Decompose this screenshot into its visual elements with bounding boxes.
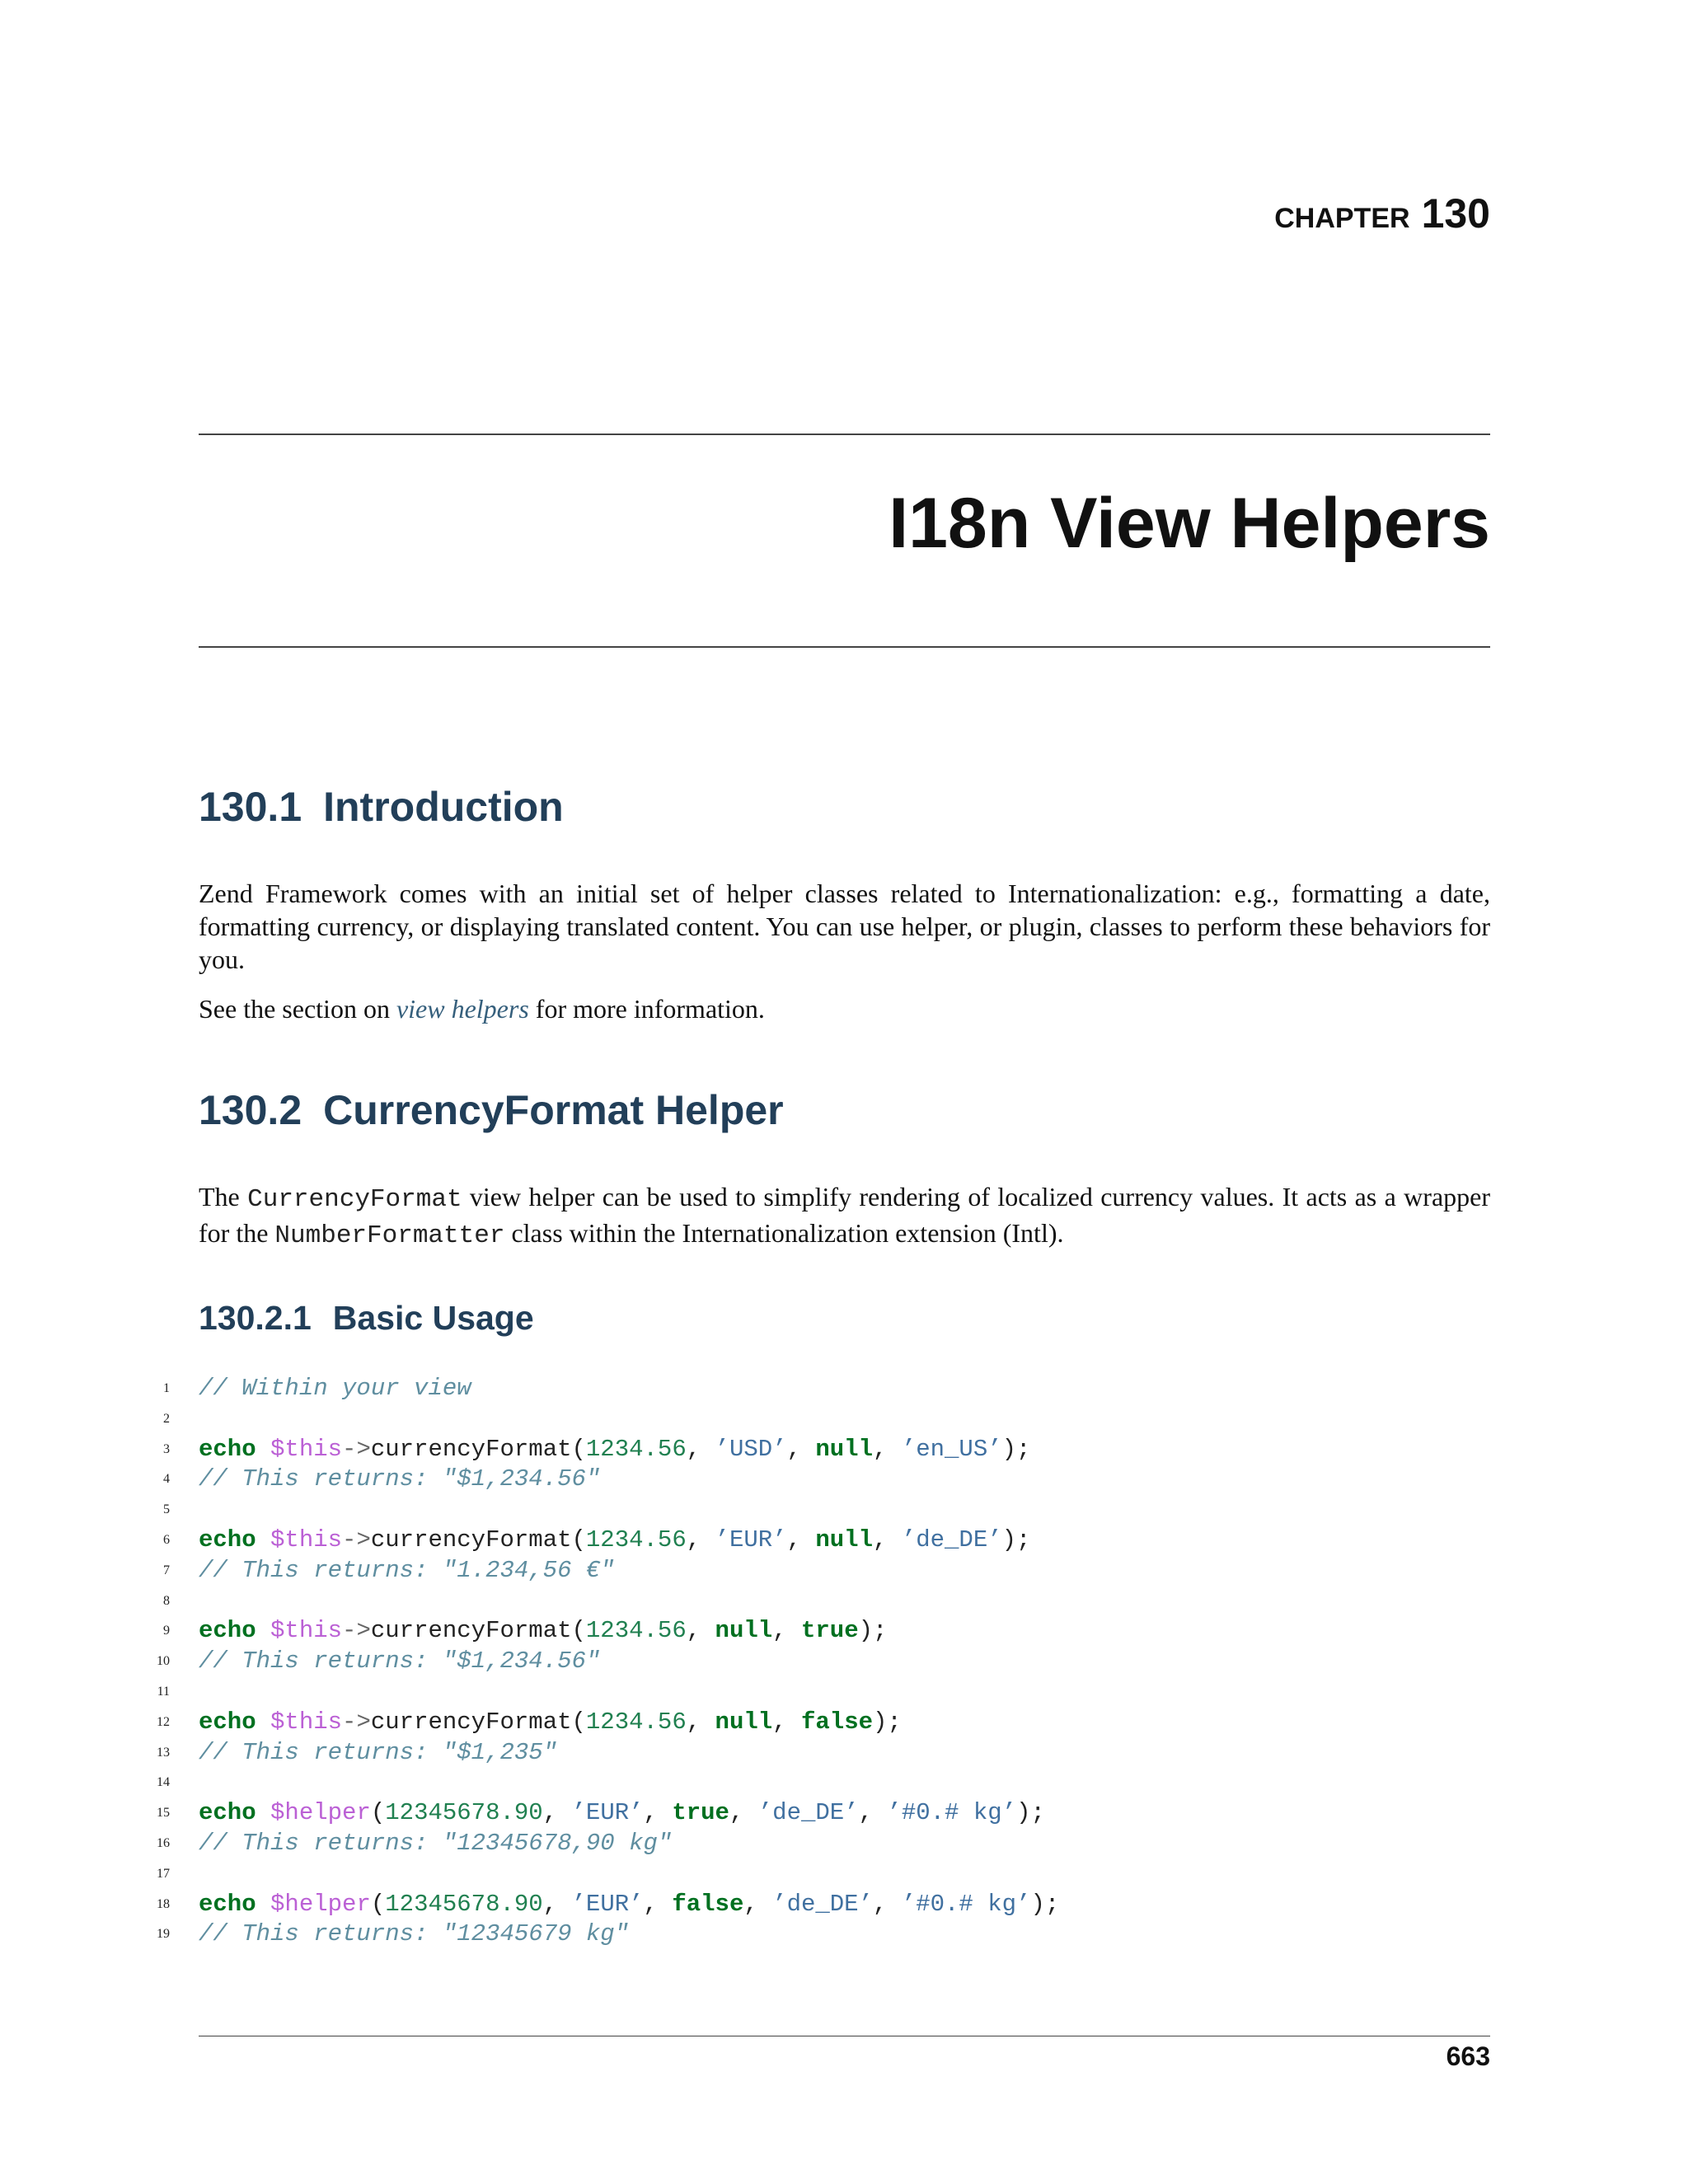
- code-line: [148, 1374, 1490, 1404]
- code-line: [148, 1435, 1490, 1465]
- code-text: // This returns: "$1,234.56": [199, 1465, 601, 1493]
- inline-code-currencyformat: CurrencyFormat: [247, 1185, 462, 1214]
- see-text-before: See the section on: [199, 994, 396, 1024]
- section-heading-currencyformat: [199, 1086, 784, 1134]
- section-title: Introduction: [323, 784, 564, 830]
- code-text: echo $helper(12345678.90, ’EUR’, true, ’de_DE’, ’#0.# kg’);: [199, 1799, 1045, 1827]
- code-block: [148, 1374, 1490, 1950]
- subsection-heading-basic-usage: [199, 1299, 534, 1338]
- line-number: 6: [163, 1532, 170, 1547]
- line-number: 18: [157, 1896, 170, 1911]
- title-rule: [199, 646, 1490, 648]
- line-number: 3: [163, 1441, 170, 1456]
- code-line: [148, 1768, 1490, 1798]
- code-text: echo $this->currencyFormat(1234.56, null, false);: [199, 1708, 902, 1736]
- line-number: 15: [157, 1806, 170, 1821]
- section-heading-introduction: [199, 783, 564, 831]
- line-number: 10: [157, 1654, 170, 1669]
- line-number: 14: [157, 1775, 170, 1790]
- page-number: 663: [1446, 2041, 1490, 2071]
- line-number: 17: [157, 1866, 170, 1881]
- code-line: [148, 1919, 1490, 1950]
- code-text: // This returns: "12345679 kg": [199, 1920, 630, 1948]
- subsection-title: Basic Usage: [332, 1299, 534, 1337]
- line-number: 16: [157, 1835, 170, 1850]
- currencyformat-paragraph: [199, 1180, 1490, 1253]
- line-number: 13: [157, 1745, 170, 1760]
- code-text: echo $helper(12345678.90, ’EUR’, false, ’de_DE’, ’#0.# kg’);: [199, 1890, 1060, 1918]
- para-text: view helper can be used to simplify rendering of localized currency values. It acts as a wrapper for the: [199, 1182, 1491, 1248]
- view-helpers-link[interactable]: view helpers: [396, 994, 529, 1024]
- para-text: The: [199, 1182, 248, 1212]
- chapter-title: I18n View Helpers: [889, 484, 1490, 563]
- chapter-number: 130: [1421, 190, 1490, 237]
- code-line: [148, 1859, 1490, 1890]
- line-number: 19: [157, 1927, 170, 1942]
- code-text: // This returns: "12345678,90 kg": [199, 1829, 673, 1857]
- code-text: echo $this->currencyFormat(1234.56, ’EUR’, null, ’de_DE’);: [199, 1526, 1031, 1554]
- chapter-word: CHAPTER: [1274, 203, 1410, 234]
- code-line: [148, 1829, 1490, 1859]
- line-number: 11: [157, 1684, 170, 1699]
- line-number: 5: [163, 1502, 170, 1517]
- intro-paragraph: Zend Framework comes with an initial set of helper classes related to Internationalization: e.g., formatting a date, formatting currency, or displaying translated content. You can use helper, or plugin, classes to perform these behaviors for you.: [199, 879, 1490, 974]
- see-text-after: for more information.: [528, 994, 765, 1024]
- top-rule: [199, 434, 1490, 435]
- code-line: [148, 1890, 1490, 1920]
- line-number: 2: [163, 1411, 170, 1426]
- code-line: [148, 1616, 1490, 1647]
- code-line: [148, 1738, 1490, 1769]
- subsection-number: 130.2.1: [199, 1299, 312, 1337]
- code-line: [148, 1404, 1490, 1435]
- line-number: 9: [163, 1624, 170, 1638]
- code-line: [148, 1556, 1490, 1586]
- code-line: [148, 1586, 1490, 1617]
- inline-code-numberformatter: NumberFormatter: [274, 1221, 505, 1250]
- see-also-paragraph: [199, 992, 1490, 1025]
- line-number: 12: [157, 1714, 170, 1729]
- code-text: // This returns: "$1,235": [199, 1738, 558, 1766]
- code-line: [148, 1465, 1490, 1495]
- code-line: [148, 1677, 1490, 1708]
- code-text: // This returns: "1.234,56 €": [199, 1556, 615, 1584]
- code-line: [148, 1495, 1490, 1526]
- code-line: [148, 1798, 1490, 1829]
- section-number: 130.2: [199, 1087, 302, 1133]
- code-line: [148, 1526, 1490, 1556]
- line-number: 7: [163, 1563, 170, 1577]
- chapter-label: [1274, 190, 1490, 237]
- code-line: [148, 1647, 1490, 1677]
- code-text: // This returns: "$1,234.56": [199, 1647, 601, 1675]
- para-text: class within the Internationalization extension (Intl).: [504, 1218, 1064, 1248]
- code-text: echo $this->currencyFormat(1234.56, null, true);: [199, 1617, 888, 1645]
- line-number: 4: [163, 1472, 170, 1487]
- section-title: CurrencyFormat Helper: [323, 1087, 784, 1133]
- code-line: [148, 1708, 1490, 1738]
- section-number: 130.1: [199, 784, 302, 830]
- line-number: 8: [163, 1593, 170, 1608]
- code-text: // Within your view: [199, 1375, 471, 1402]
- code-text: echo $this->currencyFormat(1234.56, ’USD’, null, ’en_US’);: [199, 1435, 1031, 1463]
- line-number: 1: [163, 1381, 170, 1395]
